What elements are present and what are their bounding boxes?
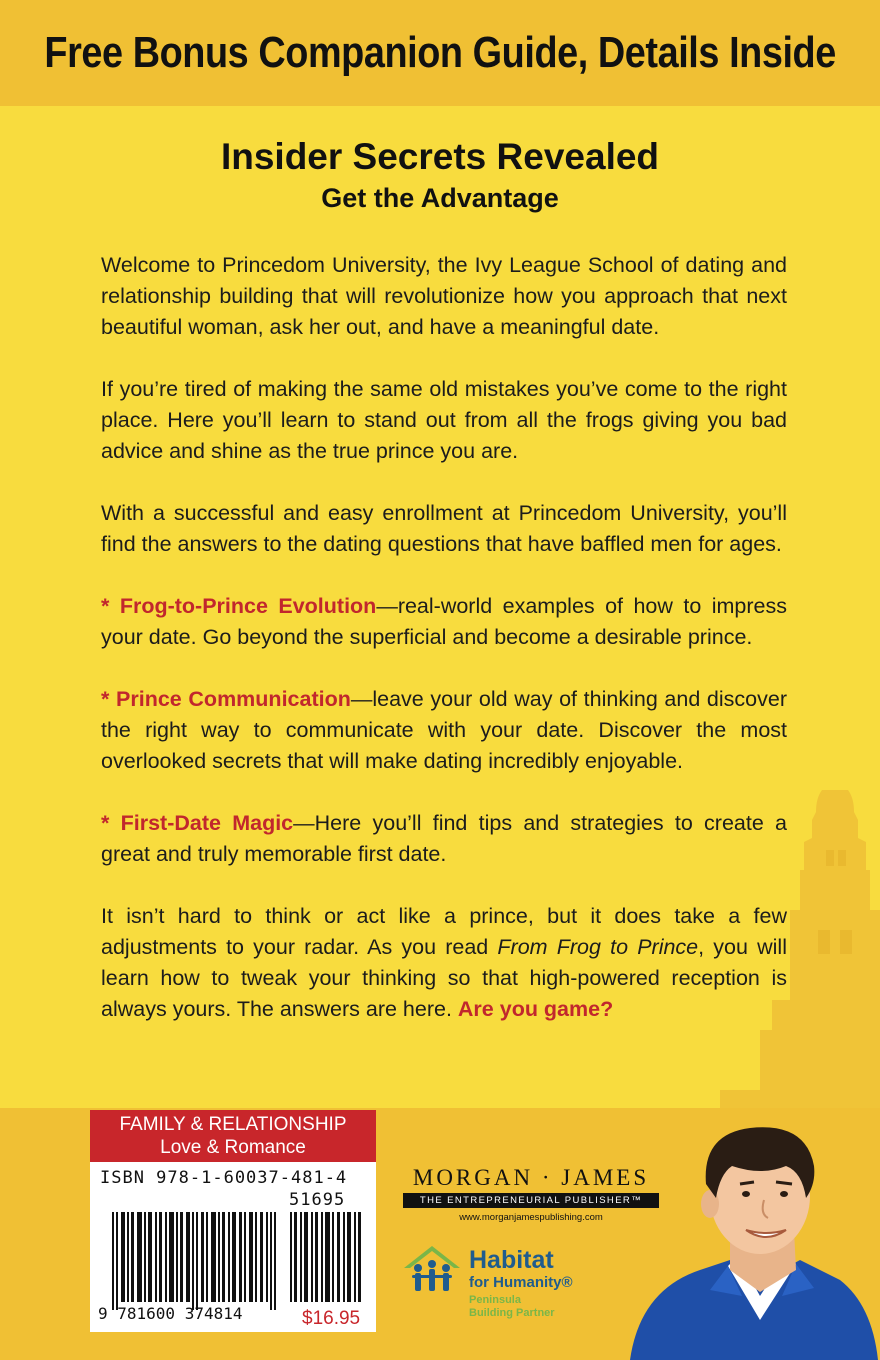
banner-text: Free Bonus Companion Guide, Details Inside: [44, 28, 836, 77]
prince-illustration: [610, 1120, 880, 1360]
habitat-name: Habitat: [469, 1246, 554, 1274]
bullet-star: *: [101, 811, 110, 835]
publisher-tagline: THE ENTREPRENEURIAL PUBLISHER™: [403, 1193, 659, 1208]
category-box: [90, 1110, 376, 1162]
bullet-text: —real-world examples of how to impress your date. Go beyond the superficial and become a desirable prince.: [101, 594, 787, 649]
bullet-title: First-Date Magic: [120, 811, 294, 835]
bullet-communication: [101, 684, 787, 777]
tired-paragraph: If you’re tired of making the same old mistakes you’ve come to the right place. Here you’ll learn to stand out from all the frogs giving you bad advice and shine as the true prince you are.: [101, 377, 787, 463]
closing-cta: Are you game?: [457, 997, 614, 1021]
habitat-logo: [402, 1244, 602, 1324]
price: $16.95: [302, 1308, 361, 1329]
closing-text-end: , you will learn how to tweak your thinking so that high-powered reception is always yours. The answers are here.: [101, 935, 787, 1021]
bullet-star: *: [101, 687, 110, 711]
bullet-title: Prince Communication: [116, 687, 351, 711]
habitat-partner: [469, 1294, 555, 1320]
intro-paragraph: Welcome to Princedom University, the Ivy League School of dating and relationship building that will revolutionize how you approach that next beautiful woman, ask her out, and have a meaningful date.: [101, 253, 787, 339]
bullet-text: —Here you’ll find tips and strategies to create a great and truly memorable first date.: [101, 811, 787, 866]
headline: Insider Secrets Revealed: [220, 136, 660, 177]
habitat-partner-line2: Building Partner: [469, 1307, 555, 1319]
category-sub: Love & Romance: [160, 1137, 306, 1158]
book-title: From Frog to Prince: [497, 935, 699, 959]
bullet-text: —leave your old way of thinking and discover the right way to communicate with your date. Discover the most overlooked secrets that will make dating incredibly enjoyable.: [101, 687, 787, 773]
bullet-star: *: [101, 594, 110, 618]
body-copy: [101, 250, 787, 1056]
subheadline: Get the Advantage: [321, 183, 559, 213]
habitat-partner-line1: Peninsula: [469, 1294, 521, 1306]
bullet-evolution: [101, 591, 787, 653]
price-barcode-icon: [290, 1212, 362, 1304]
top-banner: [0, 0, 880, 106]
closing-text: It isn’t hard to think or act like a prince, but it does take a few adjustments to your radar. As you read: [101, 904, 787, 959]
bullet-first-date: [101, 808, 787, 870]
price-code: 51695: [289, 1190, 346, 1210]
barcode-icon: [112, 1212, 282, 1312]
habitat-sub: for Humanity®: [469, 1274, 573, 1291]
barcode-box: [90, 1162, 376, 1332]
isbn-number: ISBN 978-1-60037-481-4: [100, 1168, 348, 1188]
category-main: FAMILY & RELATIONSHIP: [119, 1114, 347, 1135]
publisher-name: MORGAN · JAMES: [412, 1165, 650, 1190]
publisher-url: www.morganjamespublishing.com: [459, 1212, 603, 1223]
barcode-digits: 9 781600 374814: [98, 1304, 243, 1323]
bullet-title: Frog-to-Prince Evolution: [119, 594, 377, 618]
habitat-house-icon: [402, 1244, 462, 1296]
closing-paragraph: [101, 901, 787, 1025]
enrollment-paragraph: With a successful and easy enrollment at Princedom University, you’ll find the answers to the dating questions that have baffled men for ages.: [101, 501, 787, 556]
